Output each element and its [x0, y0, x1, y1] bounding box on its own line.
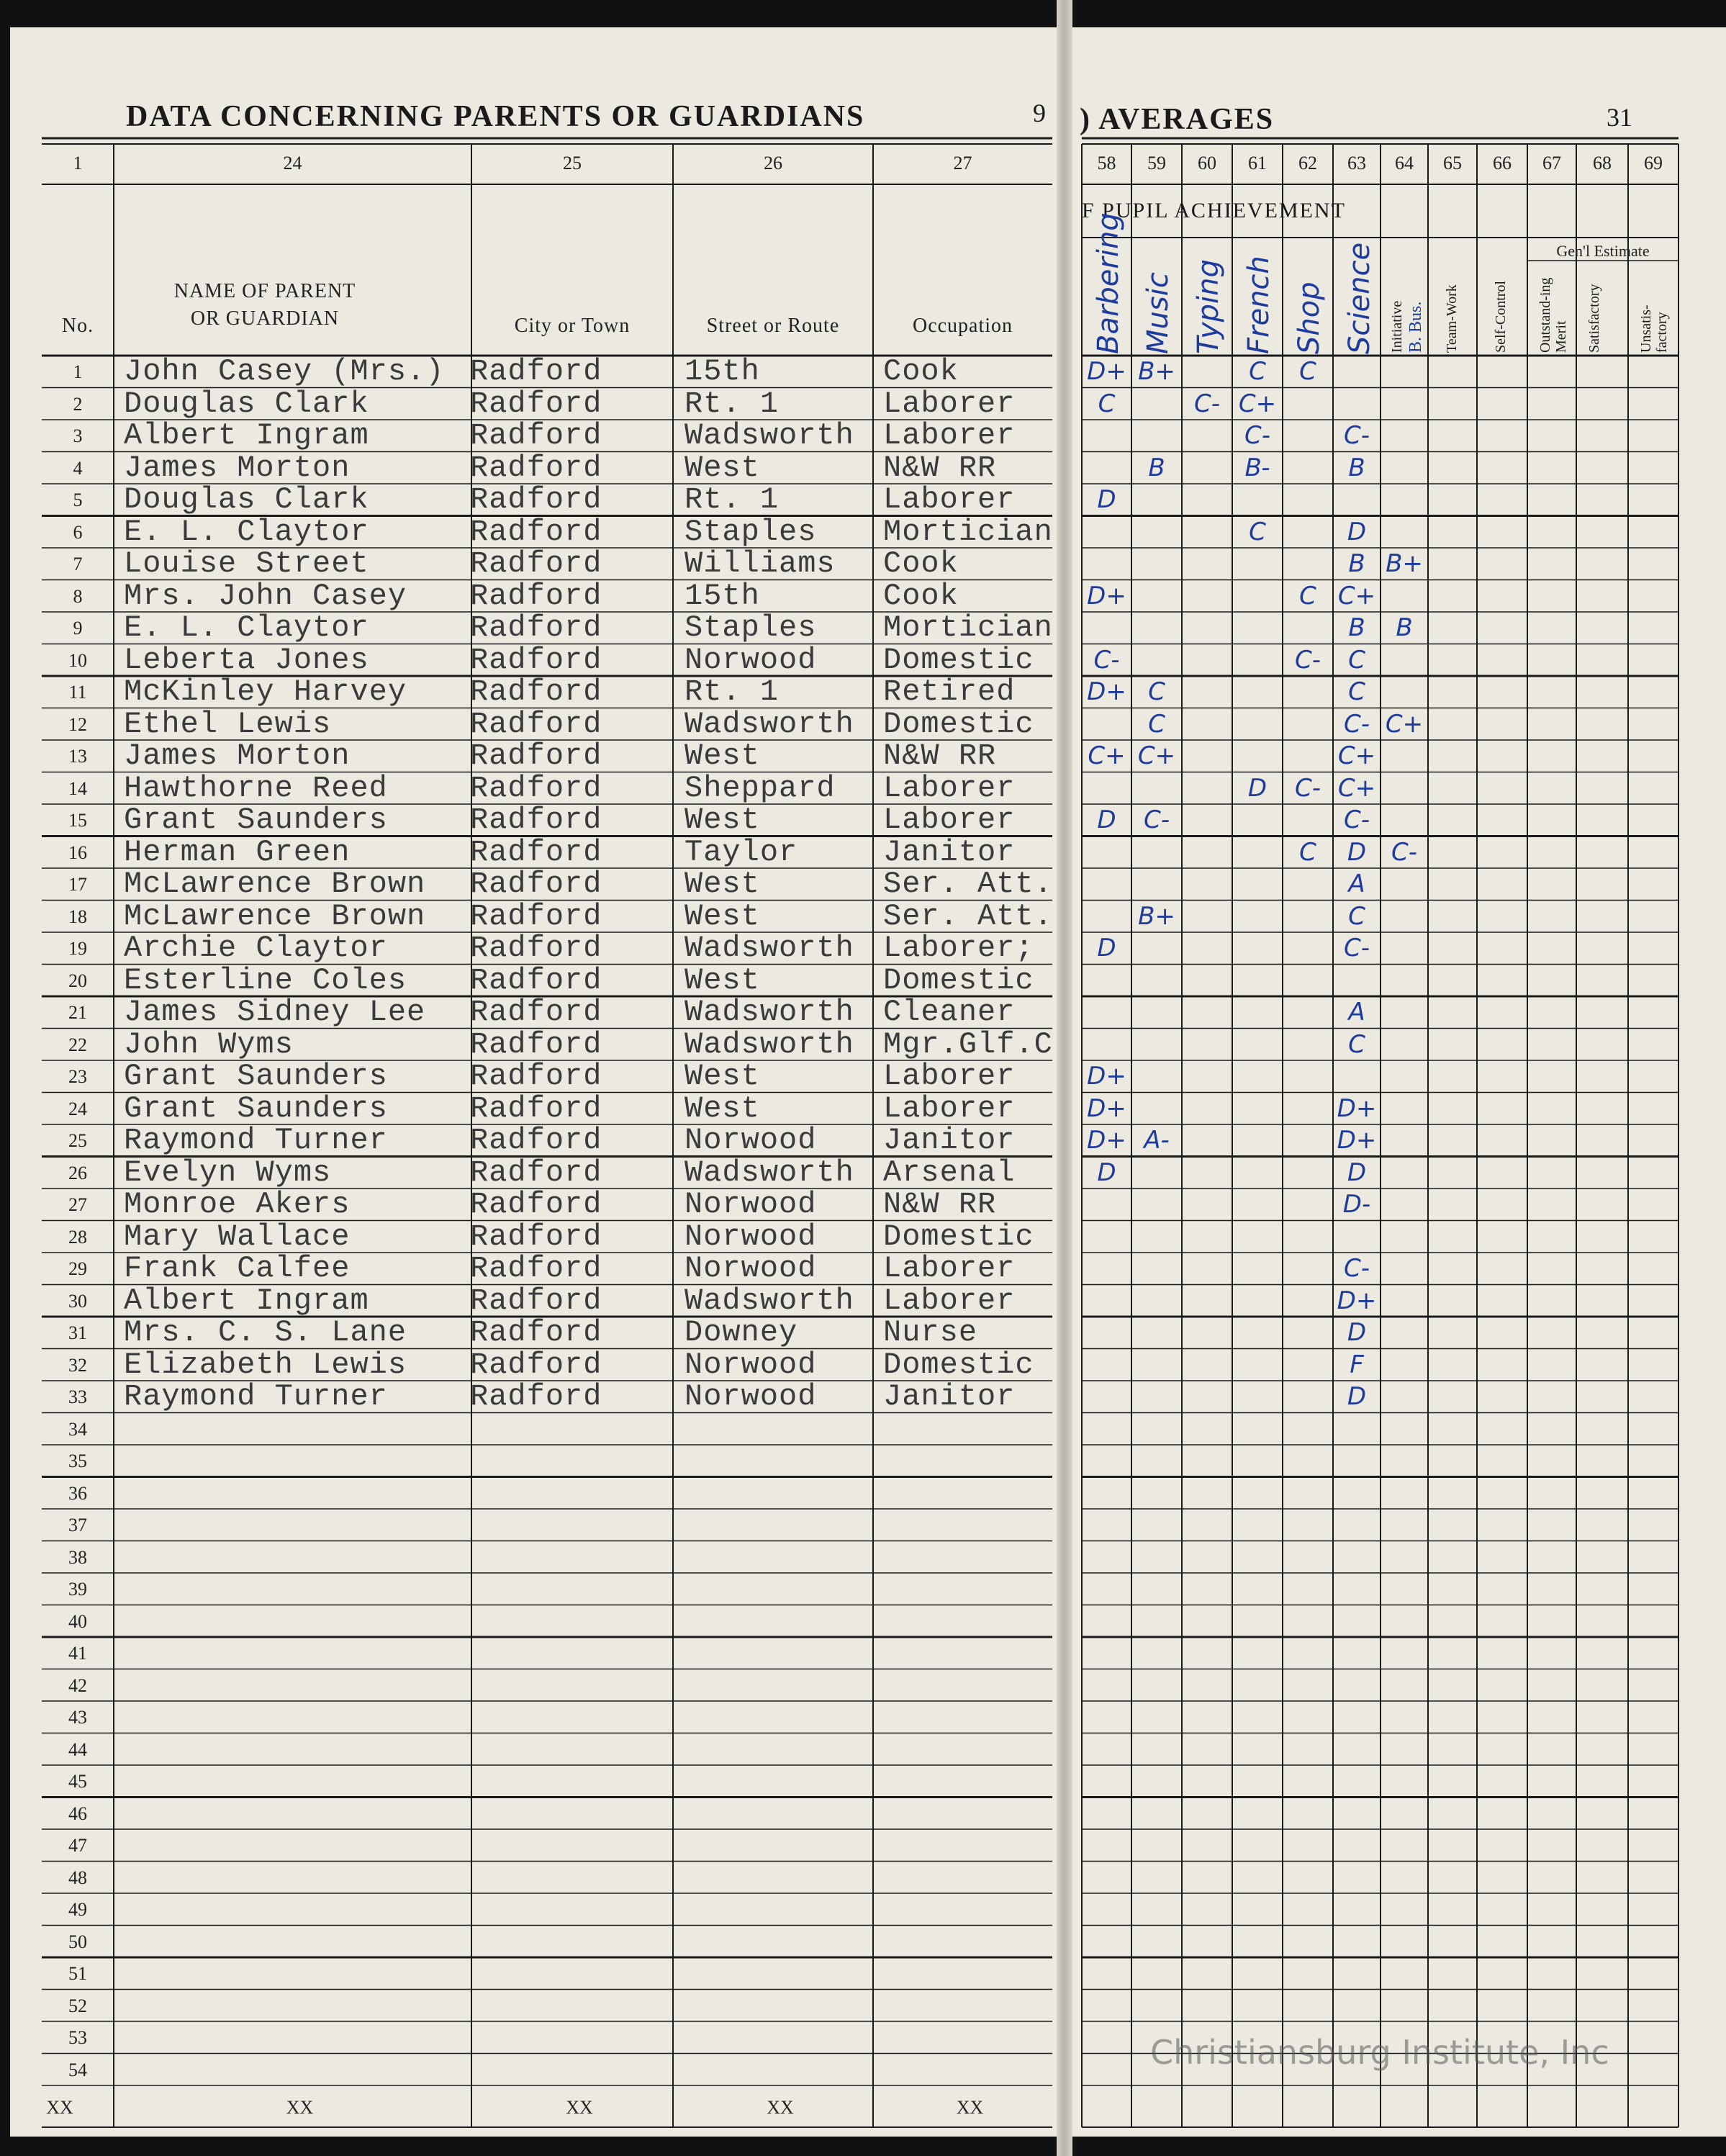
- printed-header: Self-Control: [1493, 281, 1509, 353]
- occupation: Domestic: [883, 706, 1034, 741]
- grade-mark: A: [1348, 998, 1365, 1027]
- parent-name: E. L. Claytor: [124, 514, 369, 549]
- parent-name: McLawrence Brown: [124, 867, 426, 901]
- occupation: Laborer: [883, 482, 1016, 517]
- occupation: Cook: [883, 354, 959, 389]
- parent-name: Monroe Akers: [124, 1187, 351, 1222]
- city: Radford: [470, 418, 602, 453]
- row-number: 16: [68, 842, 87, 863]
- row-number: 18: [68, 906, 87, 927]
- grade-mark: C+: [1337, 581, 1376, 610]
- parent-name: Archie Claytor: [124, 931, 388, 965]
- parent-name: Raymond Turner: [124, 1379, 388, 1414]
- city: Radford: [470, 450, 602, 485]
- grade-mark: D+: [1087, 1062, 1126, 1091]
- row-number: 15: [68, 810, 87, 831]
- parent-name: Ethel Lewis: [124, 706, 332, 741]
- grade-mark: D+: [1087, 1093, 1126, 1123]
- street: Rt. 1: [684, 482, 780, 517]
- grade-mark: C-: [1143, 806, 1170, 834]
- parent-name: James Morton: [124, 739, 351, 773]
- occupation: Laborer;: [883, 931, 1034, 965]
- grade-mark: C: [1348, 901, 1365, 931]
- city: Radford: [470, 578, 602, 613]
- occupation: Janitor: [883, 834, 1016, 870]
- grade-mark: D+: [1337, 1093, 1377, 1123]
- street: 15th: [684, 578, 760, 613]
- column-number: 66: [1493, 153, 1512, 173]
- row-number: 52: [68, 1995, 87, 2016]
- parent-name: Herman Green: [124, 834, 351, 870]
- subject-header: B. Bus.: [1406, 301, 1425, 353]
- row-number: 21: [68, 1002, 87, 1023]
- watermark: Christiansburg Institute, Inc: [1150, 2033, 1609, 2072]
- street: Norwood: [684, 1219, 817, 1254]
- footer-mark: XX: [956, 2097, 984, 2118]
- row-number: 20: [68, 970, 87, 991]
- grade-mark: C-: [1391, 837, 1417, 867]
- occupation: Domestic: [883, 1347, 1034, 1382]
- row-number: 50: [68, 1931, 87, 1952]
- grade-mark: A: [1348, 870, 1365, 898]
- parent-name: Mary Wallace: [124, 1219, 351, 1254]
- occupation: Laborer: [883, 770, 1016, 806]
- row-number: 12: [68, 713, 87, 735]
- street: Norwood: [684, 1251, 817, 1286]
- occupation: Cleaner: [883, 995, 1016, 1029]
- grade-mark: C+: [1337, 741, 1376, 770]
- grade-mark: C-: [1244, 421, 1270, 450]
- footer-mark: XX: [46, 2097, 73, 2118]
- grade-mark: A-: [1144, 1126, 1170, 1155]
- column-number: 27: [953, 153, 972, 173]
- column-number: 59: [1147, 153, 1166, 173]
- subject-header: French: [1242, 256, 1275, 354]
- grade-mark: C+: [1238, 389, 1277, 418]
- row-number: 1: [73, 361, 83, 382]
- column-number: 65: [1443, 153, 1462, 173]
- street: Rt. 1: [684, 386, 780, 421]
- row-number: 13: [68, 746, 87, 767]
- street: Norwood: [684, 1379, 817, 1414]
- occupation: Arsenal: [883, 1155, 1016, 1190]
- subject-header: Science: [1343, 242, 1376, 354]
- column-number: 62: [1298, 153, 1317, 173]
- grade-mark: C: [1249, 357, 1266, 386]
- row-number: 5: [73, 490, 83, 510]
- street: 15th: [684, 354, 760, 389]
- grade-mark: C+: [1337, 773, 1376, 803]
- column-number: 60: [1198, 153, 1216, 173]
- street: Taylor: [684, 834, 798, 870]
- grade-mark: D: [1097, 934, 1116, 962]
- street: Staples: [684, 610, 817, 645]
- grade-mark: B: [1348, 453, 1365, 482]
- row-number: 2: [73, 393, 83, 415]
- parent-name: John Wyms: [124, 1027, 294, 1062]
- street: Downey: [684, 1315, 798, 1350]
- street: West: [684, 450, 760, 485]
- parent-name: McKinley Harvey: [124, 675, 407, 709]
- genl-estimate-column: Outstand-ing Merit: [1537, 277, 1569, 353]
- occupation: Domestic: [883, 962, 1034, 998]
- row-number: 31: [68, 1322, 87, 1343]
- printed-header: Initiative: [1389, 300, 1405, 353]
- street: Wadsworth: [684, 706, 854, 741]
- grade-mark: D: [1097, 1158, 1116, 1187]
- grade-mark: C-: [1294, 645, 1321, 675]
- occupation: Laborer: [883, 1283, 1016, 1318]
- grade-mark: B: [1348, 549, 1365, 578]
- grade-mark: C-: [1343, 806, 1370, 834]
- subject-header: Barbering: [1092, 212, 1125, 354]
- city: Radford: [470, 995, 602, 1029]
- city: Radford: [470, 386, 602, 421]
- grade-mark: C: [1299, 357, 1316, 386]
- city: Radford: [470, 834, 602, 870]
- grade-mark: C-: [1343, 934, 1370, 962]
- column-number: 63: [1347, 153, 1366, 173]
- row-number: 38: [68, 1546, 87, 1568]
- column-number: 25: [563, 153, 582, 173]
- occupation: Nurse: [883, 1315, 978, 1350]
- row-number: 27: [68, 1194, 87, 1215]
- parent-name: Mrs. C. S. Lane: [124, 1315, 407, 1350]
- parent-name: Douglas Clark: [124, 482, 369, 517]
- parent-name: James Sidney Lee: [124, 995, 426, 1029]
- row-number: 32: [68, 1354, 87, 1376]
- city: Radford: [470, 1027, 602, 1062]
- genl-estimate-label: Gen'l Estimate: [1556, 242, 1650, 260]
- page-number-left: 9: [1033, 99, 1046, 127]
- street: Wadsworth: [684, 1155, 854, 1190]
- city: Radford: [470, 1059, 602, 1093]
- subject-header: Shop: [1293, 281, 1326, 354]
- parent-name: Grant Saunders: [124, 803, 388, 837]
- occupation: Janitor: [883, 1123, 1016, 1158]
- row-number: 26: [68, 1162, 87, 1183]
- occupation: Mgr.Glf.C: [883, 1027, 1053, 1062]
- grade-mark: D+: [1087, 1126, 1126, 1155]
- header-city: City or Town: [514, 315, 631, 337]
- occupation: Mortician: [883, 514, 1053, 549]
- grade-mark: D+: [1337, 1286, 1377, 1315]
- grade-mark: B-: [1244, 453, 1270, 482]
- street: Norwood: [684, 1187, 817, 1222]
- grade-mark: C-: [1193, 389, 1220, 418]
- grade-mark: D: [1347, 1382, 1367, 1411]
- row-number: 51: [68, 1963, 87, 1984]
- grade-mark: D: [1347, 837, 1367, 867]
- city: Radford: [470, 1155, 602, 1190]
- parent-name: Albert Ingram: [124, 418, 369, 453]
- parent-name: Grant Saunders: [124, 1059, 388, 1093]
- row-number: 36: [68, 1482, 87, 1504]
- grade-mark: C: [1299, 837, 1316, 867]
- street: Norwood: [684, 1123, 817, 1158]
- city: Radford: [470, 867, 602, 901]
- street: Rt. 1: [684, 675, 780, 709]
- street: Sheppard: [684, 770, 836, 806]
- grade-mark: C+: [1385, 709, 1424, 739]
- row-number: 33: [68, 1386, 87, 1407]
- row-number: 17: [68, 874, 87, 895]
- column-number: 68: [1593, 153, 1612, 173]
- grade-mark: C: [1148, 677, 1165, 706]
- parent-name: Frank Calfee: [124, 1251, 351, 1286]
- occupation: N&W RR: [883, 450, 997, 485]
- row-number: 7: [73, 554, 83, 574]
- header-street: Street or Route: [706, 315, 840, 337]
- occupation: Laborer: [883, 418, 1016, 453]
- parent-name: Grant Saunders: [124, 1091, 388, 1126]
- city: Radford: [470, 770, 602, 806]
- street: West: [684, 1059, 760, 1093]
- row-number: 25: [68, 1130, 87, 1151]
- occupation: Laborer: [883, 803, 1016, 837]
- city: Radford: [470, 354, 602, 389]
- city: Radford: [470, 739, 602, 773]
- street: Wadsworth: [684, 995, 854, 1029]
- street: Staples: [684, 514, 817, 549]
- grade-mark: B: [1396, 613, 1413, 642]
- parent-name: Louise Street: [124, 546, 369, 581]
- row-number: 11: [68, 682, 87, 703]
- row-number: 39: [68, 1579, 87, 1600]
- grade-mark: C-: [1294, 773, 1321, 803]
- grade-mark: C+: [1088, 741, 1126, 770]
- city: Radford: [470, 1251, 602, 1286]
- genl-estimate-column: Satisfactory: [1586, 284, 1602, 353]
- row-number: 45: [68, 1771, 87, 1792]
- occupation: Laborer: [883, 1059, 1016, 1093]
- footer-mark: XX: [566, 2097, 593, 2118]
- row-number: 34: [68, 1418, 87, 1440]
- occupation: Laborer: [883, 386, 1016, 421]
- column-number: 58: [1097, 153, 1116, 173]
- street: West: [684, 898, 760, 934]
- grade-mark: C+: [1137, 741, 1176, 770]
- parent-name: Elizabeth Lewis: [124, 1347, 407, 1382]
- city: Radford: [470, 1123, 602, 1158]
- grade-mark: D: [1347, 517, 1367, 546]
- parent-name: Albert Ingram: [124, 1283, 369, 1318]
- parent-name: Mrs. John Casey: [124, 578, 407, 613]
- city: Radford: [470, 1315, 602, 1350]
- row-number: 22: [68, 1034, 87, 1055]
- city: Radford: [470, 1347, 602, 1382]
- subject-header: Music: [1142, 272, 1175, 354]
- row-number: 40: [68, 1610, 87, 1632]
- parent-name: Raymond Turner: [124, 1123, 388, 1158]
- grade-mark: C: [1148, 709, 1165, 739]
- column-number: 24: [283, 153, 302, 173]
- grade-mark: B+: [1138, 901, 1175, 931]
- row-number: 54: [68, 2059, 87, 2080]
- subject-header: Typing: [1192, 259, 1225, 354]
- row-number: 4: [73, 457, 83, 479]
- row-number: 37: [68, 1515, 87, 1535]
- row-number: 53: [68, 2027, 87, 2048]
- street: West: [684, 803, 760, 837]
- occupation: Cook: [883, 546, 959, 581]
- street: Wadsworth: [684, 1027, 854, 1062]
- city: Radford: [470, 1187, 602, 1222]
- grade-mark: C: [1098, 389, 1116, 418]
- city: Radford: [470, 610, 602, 645]
- grade-mark: F: [1350, 1350, 1364, 1379]
- header-no: No.: [61, 315, 94, 337]
- row-number: 3: [73, 425, 83, 446]
- grade-mark: B: [1148, 453, 1165, 482]
- occupation: Cook: [883, 578, 959, 613]
- row-number: 24: [68, 1098, 87, 1119]
- occupation: Domestic: [883, 1219, 1034, 1254]
- street: West: [684, 1091, 760, 1126]
- parent-name: John Casey (Mrs.): [124, 354, 445, 389]
- city: Radford: [470, 642, 602, 677]
- row-number: 29: [68, 1258, 87, 1279]
- parent-name: E. L. Claytor: [124, 610, 369, 645]
- occupation: Laborer: [883, 1251, 1016, 1286]
- grade-mark: D: [1347, 1318, 1367, 1347]
- printed-header: Team-Work: [1444, 284, 1460, 353]
- grade-mark: B: [1348, 613, 1365, 642]
- column-number: 67: [1542, 153, 1561, 173]
- row-number: 28: [68, 1226, 87, 1248]
- grade-mark: C-: [1343, 709, 1370, 739]
- page-title: DATA CONCERNING PARENTS OR GUARDIANS: [126, 100, 865, 133]
- grade-mark: C: [1348, 645, 1365, 675]
- grade-mark: C: [1299, 581, 1316, 610]
- city: Radford: [470, 675, 602, 709]
- grade-mark: B+: [1138, 357, 1175, 386]
- street: West: [684, 867, 760, 901]
- column-number: 61: [1248, 153, 1267, 173]
- grade-mark: C-: [1343, 421, 1370, 450]
- column-number: 1: [73, 153, 83, 173]
- grade-mark: C: [1348, 677, 1365, 706]
- occupation: N&W RR: [883, 1187, 997, 1222]
- grade-mark: D+: [1087, 581, 1126, 610]
- parent-name: McLawrence Brown: [124, 898, 426, 934]
- grade-mark: D+: [1087, 357, 1126, 386]
- city: Radford: [470, 546, 602, 581]
- page-number-right: 31: [1607, 103, 1632, 132]
- row-number: 48: [68, 1867, 87, 1888]
- row-number: 35: [68, 1451, 87, 1471]
- row-number: 30: [68, 1290, 87, 1312]
- city: Radford: [470, 1283, 602, 1318]
- grade-mark: C: [1348, 1029, 1365, 1059]
- grade-mark: D+: [1337, 1126, 1377, 1155]
- column-number: 64: [1395, 153, 1414, 173]
- occupation: N&W RR: [883, 739, 997, 773]
- street: Wadsworth: [684, 931, 854, 965]
- street: Norwood: [684, 1347, 817, 1382]
- city: Radford: [470, 931, 602, 965]
- row-number: 42: [68, 1674, 87, 1696]
- street: Wadsworth: [684, 418, 854, 453]
- occupation: Ser. Att.: [883, 867, 1053, 901]
- street: Norwood: [684, 642, 817, 677]
- row-number: 46: [68, 1803, 87, 1824]
- city: Radford: [470, 1219, 602, 1254]
- parent-name: Hawthorne Reed: [124, 770, 388, 806]
- street: West: [684, 739, 760, 773]
- header-occupation: Occupation: [912, 315, 1013, 337]
- grade-mark: B+: [1386, 549, 1423, 578]
- row-number: 23: [68, 1066, 87, 1087]
- footer-mark: XX: [286, 2097, 314, 2118]
- parent-name: Esterline Coles: [124, 962, 407, 998]
- row-number: 6: [73, 521, 83, 543]
- city: Radford: [470, 898, 602, 934]
- row-number: 49: [68, 1899, 87, 1920]
- header-name: NAME OF PARENT OR GUARDIAN: [173, 280, 356, 330]
- city: Radford: [470, 482, 602, 517]
- grade-mark: D: [1097, 485, 1116, 514]
- row-number: 41: [68, 1643, 87, 1664]
- row-number: 10: [68, 649, 87, 671]
- grade-mark: C-: [1093, 645, 1120, 675]
- row-number: 8: [73, 585, 83, 607]
- section-subheading: F PUPIL ACHIEVEMENT: [1082, 199, 1346, 222]
- row-number: 9: [73, 618, 83, 639]
- page-title-right: ) AVERAGES: [1080, 103, 1275, 136]
- occupation: Retired: [883, 675, 1016, 709]
- grade-mark: D-: [1342, 1190, 1371, 1219]
- grade-mark: D: [1097, 806, 1116, 834]
- occupation: Mortician: [883, 610, 1053, 645]
- grade-mark: D: [1347, 1158, 1367, 1187]
- parent-name: James Morton: [124, 450, 351, 485]
- grade-mark: C: [1249, 517, 1266, 546]
- occupation: Laborer: [883, 1091, 1016, 1126]
- column-number: 69: [1644, 153, 1663, 173]
- street: Williams: [684, 546, 836, 581]
- row-number: 14: [68, 777, 87, 799]
- grade-mark: D: [1247, 773, 1268, 803]
- city: Radford: [470, 514, 602, 549]
- city: Radford: [470, 1379, 602, 1414]
- city: Radford: [470, 706, 602, 741]
- city: Radford: [470, 1091, 602, 1126]
- row-number: 47: [68, 1835, 87, 1856]
- footer-mark: XX: [767, 2097, 794, 2118]
- street: West: [684, 962, 760, 998]
- parent-name: Leberta Jones: [124, 642, 369, 677]
- parent-name: Evelyn Wyms: [124, 1155, 332, 1190]
- street: Wadsworth: [684, 1283, 854, 1318]
- row-number: 43: [68, 1707, 87, 1728]
- grade-mark: C-: [1343, 1254, 1370, 1283]
- occupation: Domestic: [883, 642, 1034, 677]
- row-number: 19: [68, 938, 87, 959]
- grade-mark: D+: [1087, 677, 1126, 706]
- city: Radford: [470, 962, 602, 998]
- city: Radford: [470, 803, 602, 837]
- genl-estimate-column: Unsatis-factory: [1638, 305, 1670, 353]
- parent-name: Douglas Clark: [124, 386, 369, 421]
- occupation: Ser. Att.: [883, 898, 1053, 934]
- book-gutter: [1057, 0, 1072, 2156]
- occupation: Janitor: [883, 1379, 1016, 1414]
- row-number: 44: [68, 1738, 87, 1760]
- column-number: 26: [764, 153, 782, 173]
